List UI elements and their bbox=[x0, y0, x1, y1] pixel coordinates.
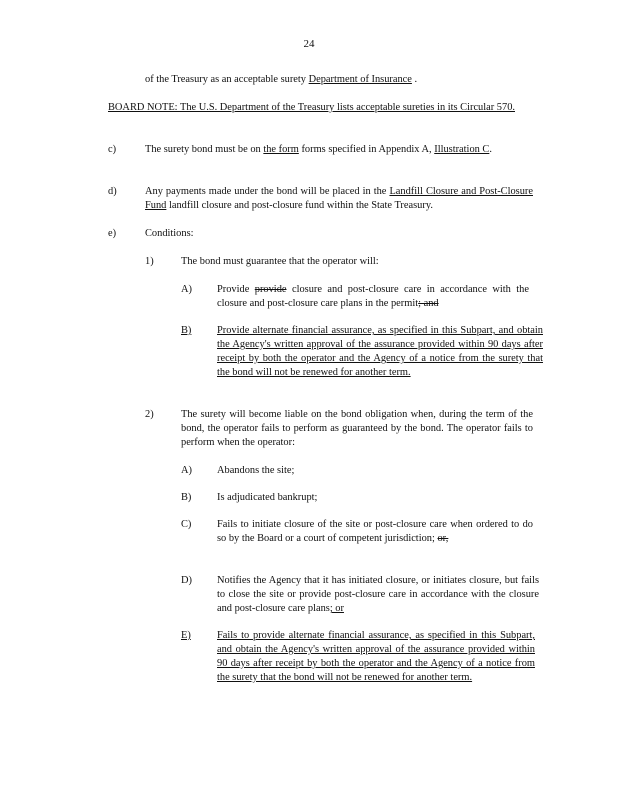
lead-line bbox=[145, 73, 545, 87]
item-e-text: Conditions: bbox=[145, 228, 194, 239]
item-e2c-del1: or, bbox=[437, 533, 449, 544]
item-e2d-text bbox=[217, 574, 539, 616]
item-e1a-t2: closure and post-closure care in accordance with the closure and post-closure care plans in the permit bbox=[217, 284, 529, 309]
item-c-text bbox=[145, 143, 533, 157]
item-e1a-text bbox=[217, 283, 529, 311]
board-note: BOARD NOTE: The U.S. Department of the Treasury lists acceptable sureties in its Circular 570. bbox=[108, 102, 515, 113]
item-e2d-t1: Notifies the Agency that it has initiated closure, or initiates closure, but fails to close the site or provide post-closure care in accordance with the closure and post-closure care plans bbox=[217, 575, 539, 614]
item-e1a-label: A) bbox=[181, 284, 192, 295]
item-c-t1: The surety bond must be on bbox=[145, 144, 261, 155]
item-e1b-label: B) bbox=[181, 325, 192, 336]
item-e1a-del1: provide bbox=[254, 284, 287, 295]
item-e2-label: 2) bbox=[145, 409, 154, 420]
item-e1a-t1: Provide bbox=[217, 284, 250, 295]
item-e1b-text: Provide alternate financial assurance, as specified in this Subpart, and obtain the Agency's written approval of the assurance provided within 90 days after receipt by both the operator and the Agency of a notice from the surety that the bond will not be renewed for another term. bbox=[217, 325, 543, 378]
item-e2b-text: Is adjudicated bankrupt; bbox=[217, 492, 318, 503]
item-d-t1: Any payments made under the bond will be placed in the bbox=[145, 186, 387, 197]
item-e1a-del2: ; and bbox=[418, 298, 439, 309]
item-c-label: c) bbox=[108, 144, 117, 155]
lead-line-tail: . bbox=[414, 74, 418, 85]
item-c-t2: specified in Appendix A, bbox=[328, 144, 432, 155]
item-e2e-text: Fails to provide alternate financial assurance, as specified in this Subpart, and obtain the Agency's written approval of the assurance provided within 90 days after receipt by both the operator and the Agency of a notice from the surety that the bond will not be renewed for another term. bbox=[217, 630, 535, 683]
item-e1-text: The bond must guarantee that the operator will: bbox=[181, 256, 379, 267]
item-e2c-label: C) bbox=[181, 519, 192, 530]
item-e2-text: The surety will become liable on the bond obligation when, during the term of the bond, the operator fails to perform as guaranteed by the bond. The operator fails to perform when the operator: bbox=[181, 409, 533, 448]
item-d-ins1: Landfill Closure and Post-Closure Fund bbox=[145, 186, 533, 211]
item-c-ins2: Illustration C bbox=[434, 144, 490, 155]
lead-line-text: of the Treasury as an acceptable surety bbox=[145, 74, 306, 85]
item-c-ins1: the form bbox=[263, 144, 299, 155]
item-e1-label: 1) bbox=[145, 256, 154, 267]
item-e2c-text bbox=[217, 518, 533, 546]
lead-line-inserted: Department of Insurance bbox=[308, 74, 412, 85]
item-d-t2: . bbox=[430, 200, 433, 211]
item-c-del1: forms bbox=[301, 144, 326, 155]
item-d-label: d) bbox=[108, 186, 117, 197]
item-e2d-ins1: ; or bbox=[329, 603, 344, 614]
item-e2a-label: A) bbox=[181, 465, 192, 476]
item-e2e-label: E) bbox=[181, 630, 191, 641]
page-number: 24 bbox=[303, 38, 315, 50]
item-d-text bbox=[145, 185, 533, 213]
item-c-t3: . bbox=[489, 144, 492, 155]
item-e2b-label: B) bbox=[181, 492, 192, 503]
item-e2d-label: D) bbox=[181, 575, 192, 586]
item-e2c-t1: Fails to initiate closure of the site or post-closure care when ordered to do so by the Board or a court of competent jurisdiction; bbox=[217, 519, 533, 544]
item-d-del1: landfill closure and post-closure fund within the State Treasury bbox=[168, 200, 431, 211]
item-e-label: e) bbox=[108, 228, 117, 239]
item-e2a-text: Abandons the site; bbox=[217, 465, 295, 476]
